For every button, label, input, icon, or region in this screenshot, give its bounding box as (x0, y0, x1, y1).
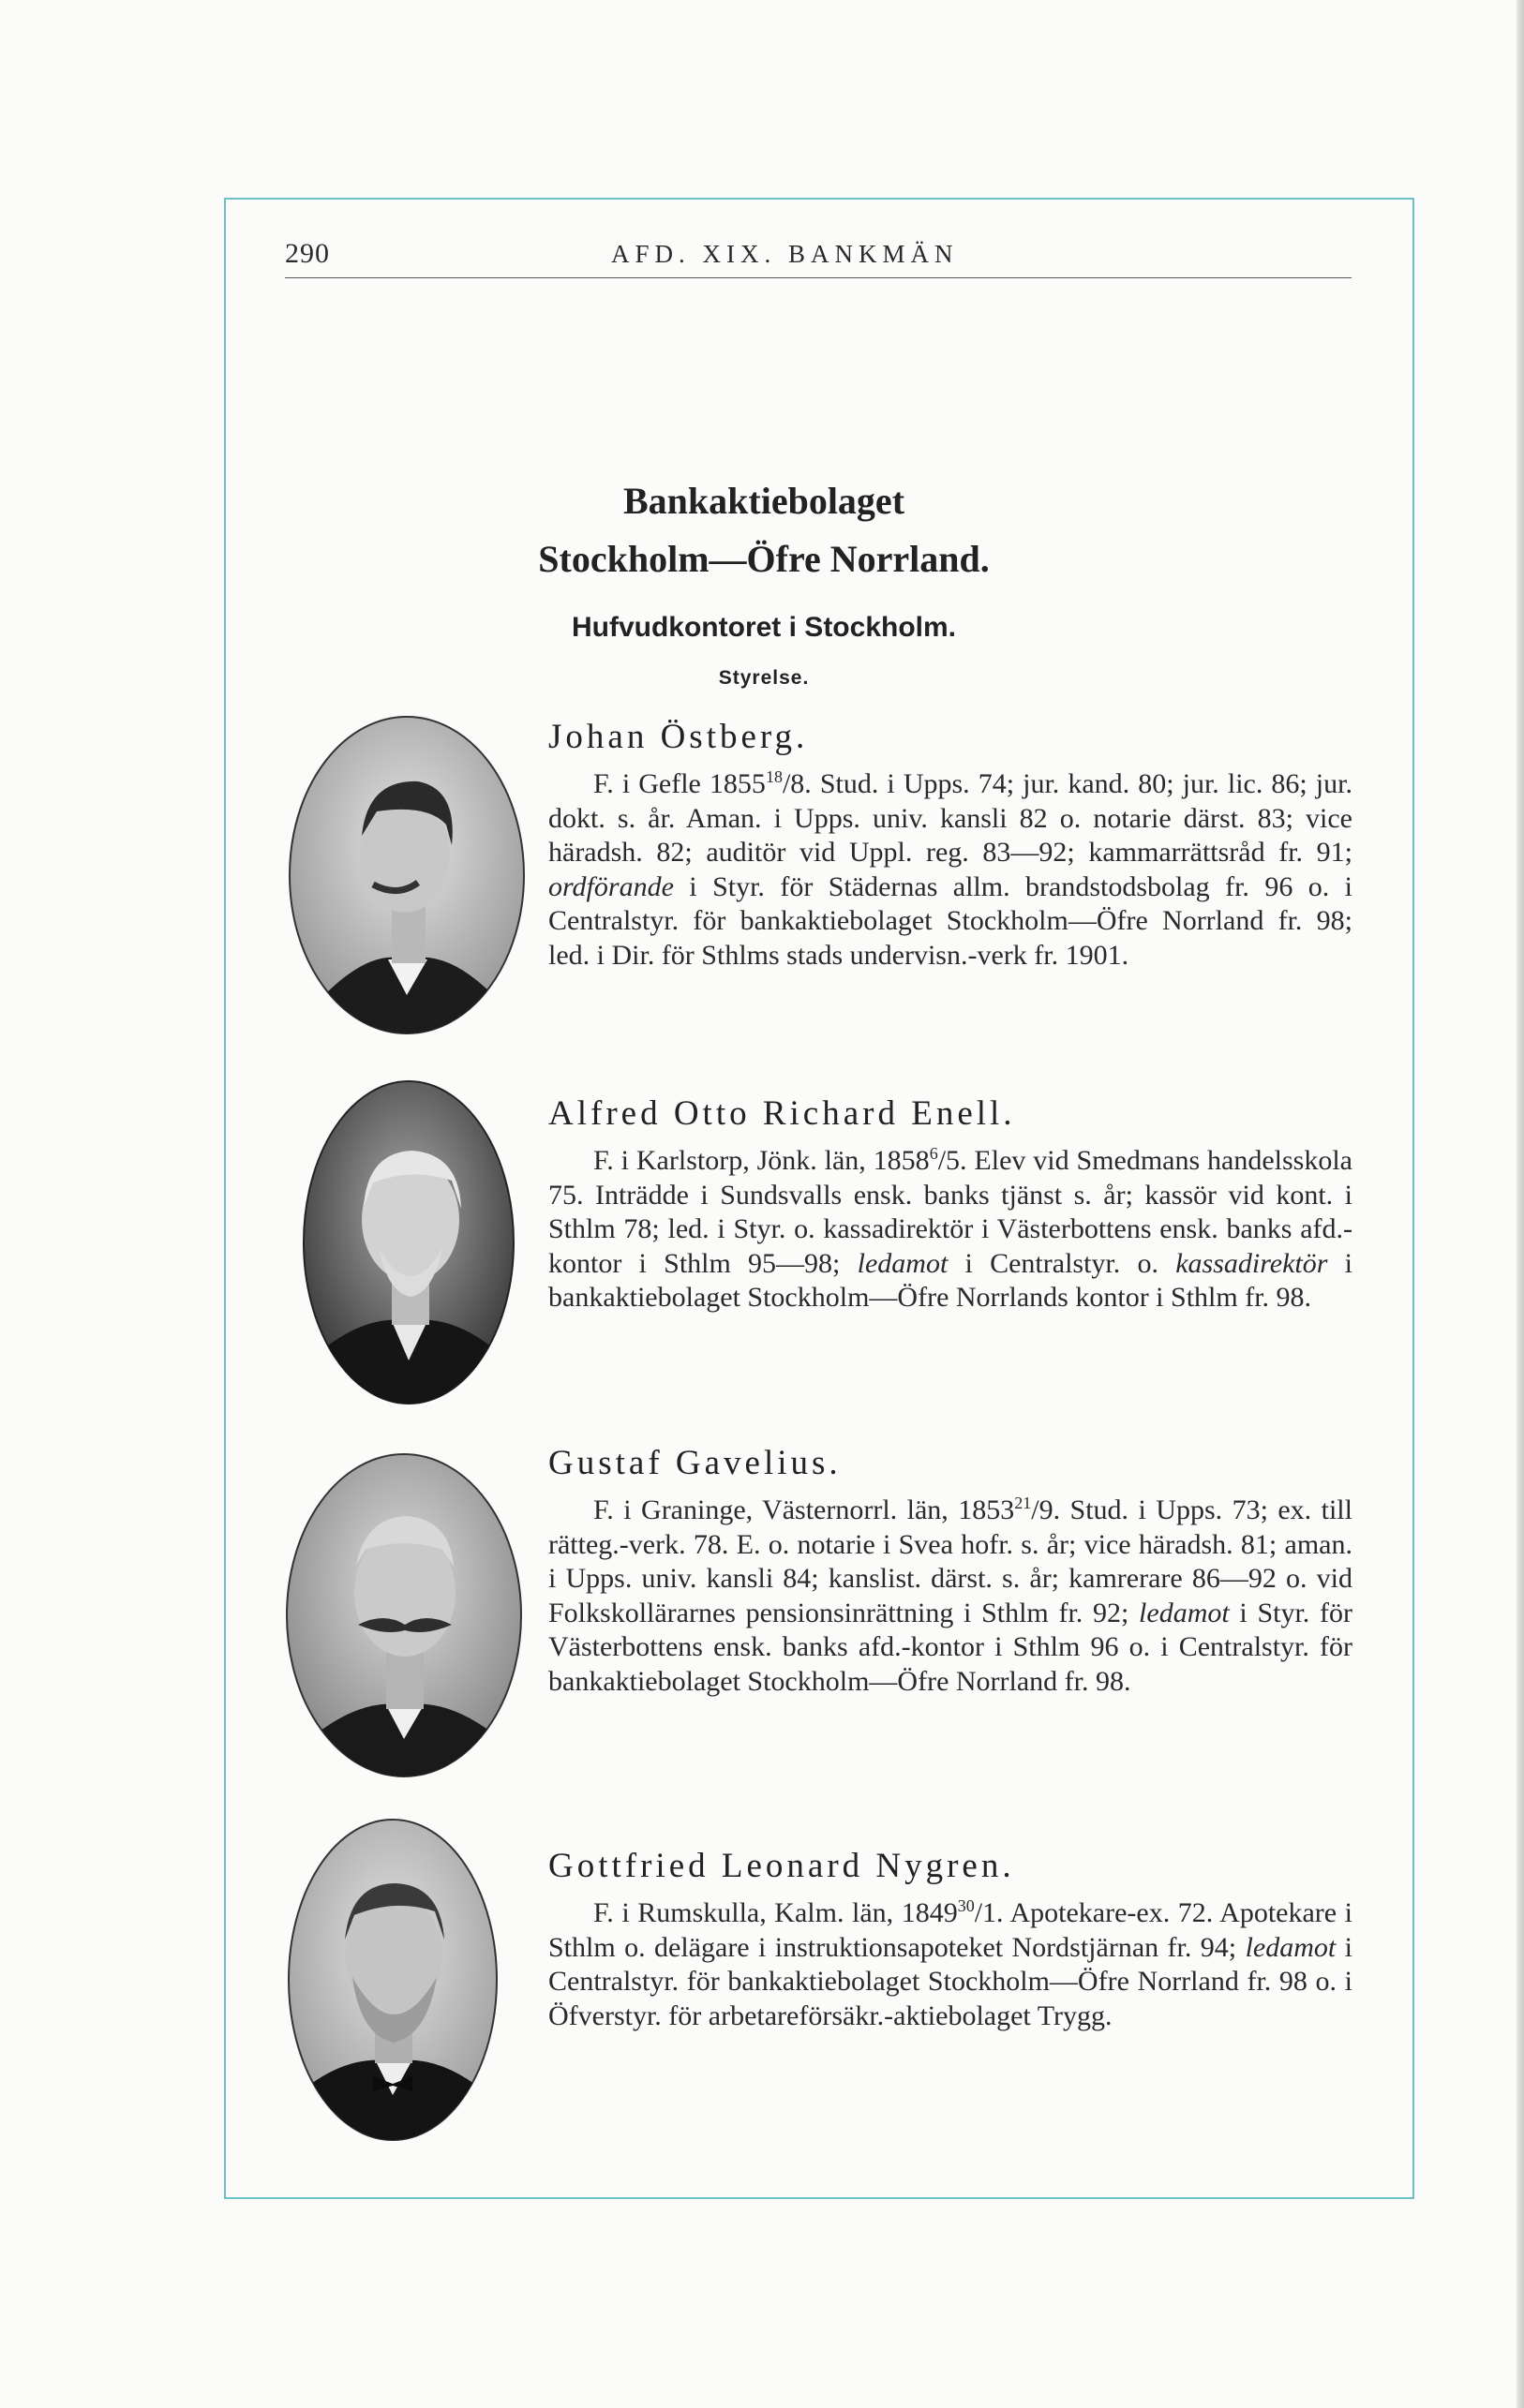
biography-text: /5. Elev vid Smedmans handelsskola 75. Inträdde i Sundsvalls ensk. banks tjänst s. år; kassör vid kont. i Sthlm 78; led. i Styr. o. kassadirektör i Västerbottens ensk. banks afd.-kontor i Sthlm 95—98; (548, 1145, 1353, 1279)
biography-text: /1. Apotekare-ex. 72. Apotekare i Sthlm o. delägare i instruktionsapoteket Nordstjärnan fr. 94; (548, 1897, 1352, 1963)
entry-nygren (548, 1846, 1352, 2033)
person-name: Alfred Otto Richard Enell. (548, 1094, 1016, 1133)
role-italic: ledamot (1139, 1597, 1230, 1628)
entry-ostberg (548, 717, 1352, 973)
portrait-enell (302, 1079, 540, 1405)
page-edge (1517, 0, 1524, 2408)
portrait-ostberg (287, 714, 525, 1036)
person-biography (548, 767, 1352, 973)
person-biography (548, 1896, 1352, 2033)
entry-gavelius (548, 1443, 1352, 1699)
biography-text: i Styr. för Städernas allm. brandstodsbolag fr. 96 o. i Centralstyr. för bankaktiebolaget Stockholm—Öfre Norrland fr. 98; led. i Dir. för Sthlms stads undervisn.-verk fr. 1901. (548, 870, 1352, 971)
person-name: Johan Östberg. (548, 718, 809, 756)
bank-title-line1: Bankaktiebolaget (622, 480, 905, 522)
biography-text: i Centralstyr. för bankaktiebolaget Stockholm—Öfre Norrland fr. 98 o. i Öfverstyr. för arbetareförsäkr.-aktiebolaget Trygg. (548, 1931, 1352, 2031)
date-superscript: 30 (957, 1896, 975, 1915)
page-number: 290 (285, 238, 330, 269)
biography-text: i Styr. för Västerbottens ensk. banks afd.-kontor i Sthlm 96 o. i Centralstyr. för bankaktiebolaget Stockholm—Öfre Norrland fr. 98. (548, 1597, 1352, 1697)
office-heading: Hufvudkontoret i Stockholm. (571, 612, 956, 643)
board-heading: Styrelse. (718, 667, 810, 689)
role-italic: ledamot (1245, 1931, 1337, 1963)
person-name: Gottfried Leonard Nygren. (548, 1847, 1015, 1885)
biography-text: F. i Gefle 1855 (593, 768, 766, 799)
biography-text: F. i Graninge, Västernorrl. län, 1853 (593, 1494, 1015, 1525)
entry-enell (548, 1093, 1352, 1315)
section-heading: AFD. XIX. BANKMÄN (611, 240, 959, 268)
role-italic: ordförande (548, 870, 674, 902)
bank-title-line2: Stockholm—Öfre Norrland. (538, 538, 990, 580)
date-superscript: 18 (765, 767, 783, 786)
role-italic: ledamot (857, 1247, 949, 1279)
portrait-gavelius (285, 1452, 523, 1778)
person-name: Gustaf Gavelius. (548, 1444, 842, 1482)
person-biography (548, 1144, 1352, 1315)
date-superscript: 21 (1014, 1494, 1032, 1512)
running-head (285, 238, 1352, 278)
biography-text: /8. Stud. i Upps. 74; jur. kand. 80; jur. lic. 86; jur. dokt. s. år. Aman. i Upps. univ. kansli 82 o. notarie därst. 83; vice häradsh. 82; auditör vid Uppl. reg. 83—92; kammarrättsråd fr. 91; (548, 768, 1352, 868)
date-superscript: 6 (929, 1144, 938, 1163)
role-italic: kassadirektör (1175, 1247, 1328, 1279)
person-biography (548, 1494, 1352, 1699)
biography-text: i bankaktiebolaget Stockholm—Öfre Norrlands kontor i Sthlm fr. 98. (548, 1247, 1353, 1313)
portrait-nygren (287, 1818, 525, 2142)
biography-text: /9. Stud. i Upps. 73; ex. till rätteg.-verk. 78. E. o. notarie i Svea hofr. s. år; vice häradsh. 81; aman. i Upps. univ. kansli 84; kanslist. därst. s. år; kamrerare 86—92 o. vid Folkskollärarnes pensionsinrättning i Sthlm fr. 92; (548, 1494, 1352, 1628)
biography-text: i Centralstyr. o. (948, 1247, 1176, 1279)
biography-text: F. i Rumskulla, Kalm. län, 1849 (593, 1897, 958, 1928)
biography-text: F. i Karlstorp, Jönk. län, 1858 (593, 1145, 930, 1176)
